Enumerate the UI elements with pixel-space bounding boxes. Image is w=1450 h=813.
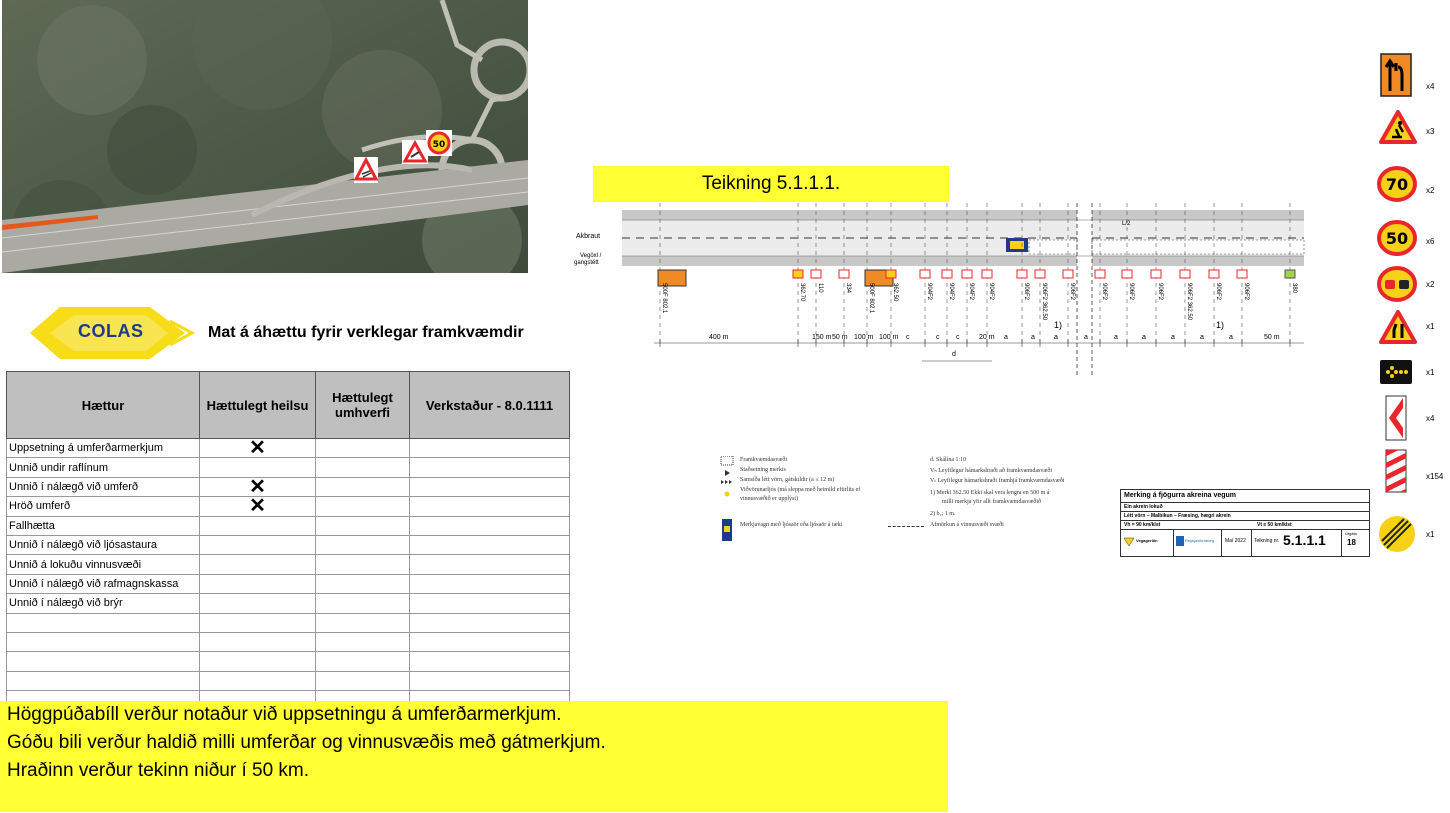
sign-code-label: 362.70	[799, 283, 805, 302]
table-row	[7, 477, 570, 496]
no-overtaking-icon	[1377, 266, 1417, 307]
sign-count: x154	[1426, 472, 1444, 481]
sign-count: x3	[1426, 127, 1435, 136]
site-cell	[410, 535, 570, 554]
site-cell	[410, 671, 570, 690]
legend-item: 2) b₂; 1 m.	[930, 511, 956, 517]
site-cell	[410, 652, 570, 671]
health-mark-cell	[200, 535, 316, 554]
legend-item: Samsíða létt vörn, gátskildir (a ≤ 12 m)	[740, 477, 835, 483]
titleblock-vh: Vh = 90 km/klst	[1124, 522, 1161, 528]
colas-logo	[20, 303, 195, 363]
hazard-cell: Unnið í nálægð við rafmagnskassa	[7, 574, 200, 593]
titleblock-line2: Létt vörn – Malbikun – Fræsing, hægri akrein	[1124, 513, 1231, 519]
health-mark-cell	[200, 458, 316, 477]
sign-code-label: 904F2	[948, 283, 954, 301]
sign-code-label: 906F2	[1128, 283, 1134, 301]
svg-text:50: 50	[432, 140, 446, 150]
header-hazards: Hættur	[7, 372, 200, 439]
hazard-cell: Hröð umferð	[7, 497, 200, 516]
sign-mark	[1237, 270, 1247, 278]
sign-code-label: 906F2	[1101, 283, 1107, 301]
legend-dashed-line	[888, 526, 924, 527]
distance-label: 20 m	[979, 334, 995, 341]
sign-mark	[942, 270, 952, 278]
table-row	[7, 594, 570, 613]
site-cell	[410, 477, 570, 496]
hazard-cell: Unnið í nálægð við brýr	[7, 594, 200, 613]
titleblock-line1: Ein akrein lokuð	[1124, 504, 1163, 510]
vegagerdin-logo: Vegagerðin	[1136, 538, 1158, 543]
sign-code-label: 906F2	[1157, 283, 1163, 301]
environment-cell	[316, 535, 410, 554]
health-mark-cell: ✕	[200, 497, 316, 516]
hazard-cell: Fallhætta	[7, 516, 200, 535]
distance-label: 50 m	[1264, 334, 1280, 341]
sign-count: x6	[1426, 237, 1435, 246]
sign-mark	[1209, 270, 1219, 278]
sign-mark	[1285, 270, 1295, 278]
legend-item: Merkjavagn með ljósaör eða ljósaör á tæki	[740, 522, 843, 528]
sign-code-label: 906F2 362.50	[1186, 283, 1192, 321]
site-cell	[410, 497, 570, 516]
health-mark-cell	[200, 555, 316, 574]
sign-mark	[1017, 270, 1027, 278]
legend-item: milli merkja yfir allt framkvæmdasvæðið	[942, 499, 1041, 505]
aerial-photo	[2, 0, 528, 273]
sign-code-label: 906F2	[1023, 283, 1029, 301]
table-row	[7, 574, 570, 593]
distance-label: 100 m	[854, 334, 874, 341]
legend-item: Vₜ Leyfilegur hámarkshraði framhjá framkvæmdasvæði	[930, 478, 1065, 484]
environment-cell	[316, 497, 410, 516]
sign-count: x1	[1426, 322, 1435, 331]
distance-label: 150 m	[812, 334, 832, 341]
chevron-marker-icon	[1385, 395, 1407, 446]
table-row	[7, 497, 570, 516]
sign-mark	[1063, 270, 1073, 278]
titleblock-drawing-label: Teikning nr.	[1254, 538, 1280, 544]
sign-count: x4	[1426, 414, 1435, 423]
hazard-cell	[7, 613, 200, 632]
titleblock-issue-number: 18	[1347, 538, 1356, 547]
site-cell	[410, 439, 570, 458]
road-narrows-sign-icon	[1379, 310, 1417, 349]
sign-code-label: 500F 802.1	[661, 283, 667, 314]
legend-item: 1) Merki 362.50 Ekki skal vera lengra en 500 m á	[930, 490, 1050, 496]
environment-cell	[316, 516, 410, 535]
titleblock-issue-label: Útgáfa	[1345, 531, 1357, 536]
table-row	[7, 652, 570, 671]
site-cell	[410, 613, 570, 632]
header-site: Verkstaður - 8.0.1111	[410, 372, 570, 439]
sign-mark	[839, 270, 849, 278]
colas-logo-text: COLAS	[78, 321, 144, 341]
site-cell	[410, 516, 570, 535]
titleblock-vt: Vt ≤ 50 km/klst	[1257, 522, 1292, 528]
table-row	[7, 613, 570, 632]
sign-mark	[962, 270, 972, 278]
distance-label: a	[1004, 334, 1008, 341]
table-row	[7, 516, 570, 535]
sign-count: x2	[1426, 186, 1435, 195]
speed-limit-50-icon	[1377, 220, 1417, 261]
drawing-title-block	[1120, 489, 1370, 557]
distance-label: a	[1171, 334, 1175, 341]
titleblock-heading: Merking á fjögurra akreina vegum	[1124, 492, 1237, 499]
hazard-cell	[7, 652, 200, 671]
legend-item: Vₕ Leyfilegur hámarkshraði að framkvæmdasvæði	[930, 468, 1053, 474]
lane-label-shoulder: Vegöxl /	[580, 253, 602, 259]
environment-cell	[316, 477, 410, 496]
distance-label: a	[1114, 334, 1118, 341]
sign-count: x1	[1426, 368, 1435, 377]
distance-label: c	[956, 334, 960, 341]
environment-cell	[316, 652, 410, 671]
footnote-marker: 1)	[1054, 320, 1063, 330]
sign-count: x1	[1426, 530, 1435, 539]
legend-item: Staðsetning merkis	[740, 467, 786, 473]
notes-box	[0, 701, 948, 812]
legend-item: vinnusvæðið er upplýst)	[740, 496, 798, 502]
drawing-legend	[716, 450, 1126, 550]
sign-mark	[1180, 270, 1190, 278]
health-mark-cell: ✕	[200, 477, 316, 496]
risk-table-header-row	[7, 372, 570, 439]
sign-code-label: 906F2	[1243, 283, 1249, 301]
sign-code-label: 110	[817, 283, 823, 293]
table-row	[7, 632, 570, 651]
distance-label: a	[1031, 334, 1035, 341]
sign-code-label: 334	[845, 283, 851, 294]
table-row	[7, 671, 570, 690]
environment-cell	[316, 574, 410, 593]
distance-label: a	[1084, 334, 1088, 341]
environment-cell	[316, 555, 410, 574]
risk-table	[6, 371, 570, 730]
environment-cell	[316, 439, 410, 458]
titleblock-date: Maí 2022	[1225, 538, 1246, 544]
hazard-cell: Unnið í nálægð við ljósastaura	[7, 535, 200, 554]
health-mark-cell: ✕	[200, 439, 316, 458]
sign-code-label: 906F2 362.50	[1041, 283, 1047, 321]
table-row	[7, 535, 570, 554]
sign-mark	[920, 270, 930, 278]
distance-label: 100 m	[879, 334, 899, 341]
note-line: Hraðinn verður tekinn niður í 50 km.	[7, 760, 310, 781]
health-mark-cell	[200, 671, 316, 690]
lane-label-road: Akbraut	[576, 233, 601, 240]
speed-limit-70-icon	[1377, 166, 1417, 207]
sign-mark	[811, 270, 821, 278]
distance-label: c	[936, 334, 940, 341]
health-mark-cell	[200, 632, 316, 651]
health-mark-cell	[200, 613, 316, 632]
legend-item: d. Skálína 1:10	[930, 457, 967, 463]
hazard-cell: Unnið í nálægð við umferð	[7, 477, 200, 496]
sign-mark	[1095, 270, 1105, 278]
arrow-board-icon	[1380, 360, 1412, 389]
health-mark-cell	[200, 574, 316, 593]
legend-item: Framkvæmdasvæði	[740, 457, 788, 463]
sign-mark	[982, 270, 992, 278]
sign-code-label: 906F2	[1069, 283, 1075, 301]
footnote-marker: 1)	[1216, 320, 1225, 330]
environment-cell	[316, 671, 410, 690]
sign-code-label: 500F 802.1	[868, 283, 874, 314]
note-line: Höggpúðabíll verður notaður við uppsetningu á umferðarmerkjum.	[7, 704, 562, 725]
health-mark-cell	[200, 594, 316, 613]
distance-label: a	[1200, 334, 1204, 341]
svg-text:50: 50	[1385, 229, 1409, 248]
site-cell	[410, 555, 570, 574]
sign-code-label: 904F2	[926, 283, 932, 301]
environment-cell	[316, 594, 410, 613]
sign-code-label: 904F2	[968, 283, 974, 301]
site-cell	[410, 594, 570, 613]
hazard-cell: Unnið á lokuðu vinnusvæði	[7, 555, 200, 574]
site-cell	[410, 458, 570, 477]
sign-code-label: 904F2	[988, 283, 994, 301]
zone-note: L/2	[1122, 221, 1131, 227]
table-row	[7, 458, 570, 477]
site-cell	[410, 574, 570, 593]
health-mark-cell	[200, 516, 316, 535]
environment-cell	[316, 458, 410, 477]
header-environment: Hættulegt umhverfi	[316, 372, 410, 439]
sign-mark	[1151, 270, 1161, 278]
roadworks-sign-icon	[1379, 110, 1417, 149]
risk-assessment-title: Mat á áhættu fyrir verklegar framkvæmdir	[208, 324, 524, 341]
sign-mark	[886, 270, 896, 278]
hazard-cell	[7, 632, 200, 651]
hazard-cell: Uppsetning á umferðarmerkjum	[7, 439, 200, 458]
health-mark-cell	[200, 652, 316, 671]
drawing-title: Teikning 5.1.1.1.	[593, 166, 949, 202]
traffic-plan-diagram	[574, 203, 1310, 375]
hazard-cell	[7, 671, 200, 690]
reykjavik-logo: Reykjavíkurborg	[1185, 538, 1214, 543]
legend-item: Viðvörunarljós (má sleppa með heimild eftirlits ef	[740, 487, 861, 493]
distance-label: a	[1142, 334, 1146, 341]
site-cell	[410, 632, 570, 651]
striped-barrier-icon	[1385, 449, 1407, 498]
svg-text:70: 70	[1385, 175, 1409, 194]
lane-label-sidewalk: gangstétt	[574, 260, 599, 266]
end-restriction-icon	[1377, 514, 1417, 559]
legend-item: Afmörkun á vinnusvæði svæði	[930, 522, 1004, 528]
hazard-cell: Unnið undir raflínum	[7, 458, 200, 477]
sign-mark	[1122, 270, 1132, 278]
sign-mark	[793, 270, 803, 278]
table-row	[7, 555, 570, 574]
lane-shift-sign-icon	[1380, 53, 1412, 102]
distance-label: a	[1229, 334, 1233, 341]
environment-cell	[316, 632, 410, 651]
d-label: d	[952, 351, 956, 358]
sign-count: x2	[1426, 280, 1435, 289]
table-row	[7, 439, 570, 458]
sign-code-label: 906F2	[1215, 283, 1221, 301]
distance-label: a	[1054, 334, 1058, 341]
distance-label: 50 m	[832, 334, 848, 341]
titleblock-drawing-number: 5.1.1.1	[1283, 532, 1326, 548]
distance-label: c	[906, 334, 910, 341]
distance-label: 400 m	[709, 334, 729, 341]
environment-cell	[316, 613, 410, 632]
sign-count: x4	[1426, 82, 1435, 91]
sign-mark	[1035, 270, 1045, 278]
header-health: Hættulegt heilsu	[200, 372, 316, 439]
sign-code-label: 380	[1291, 283, 1297, 294]
note-line: Góðu bili verður haldið milli umferðar og vinnusvæðis með gátmerkjum.	[7, 732, 606, 753]
sign-code-label: 362.50	[892, 283, 898, 302]
risk-table-body	[7, 439, 570, 730]
